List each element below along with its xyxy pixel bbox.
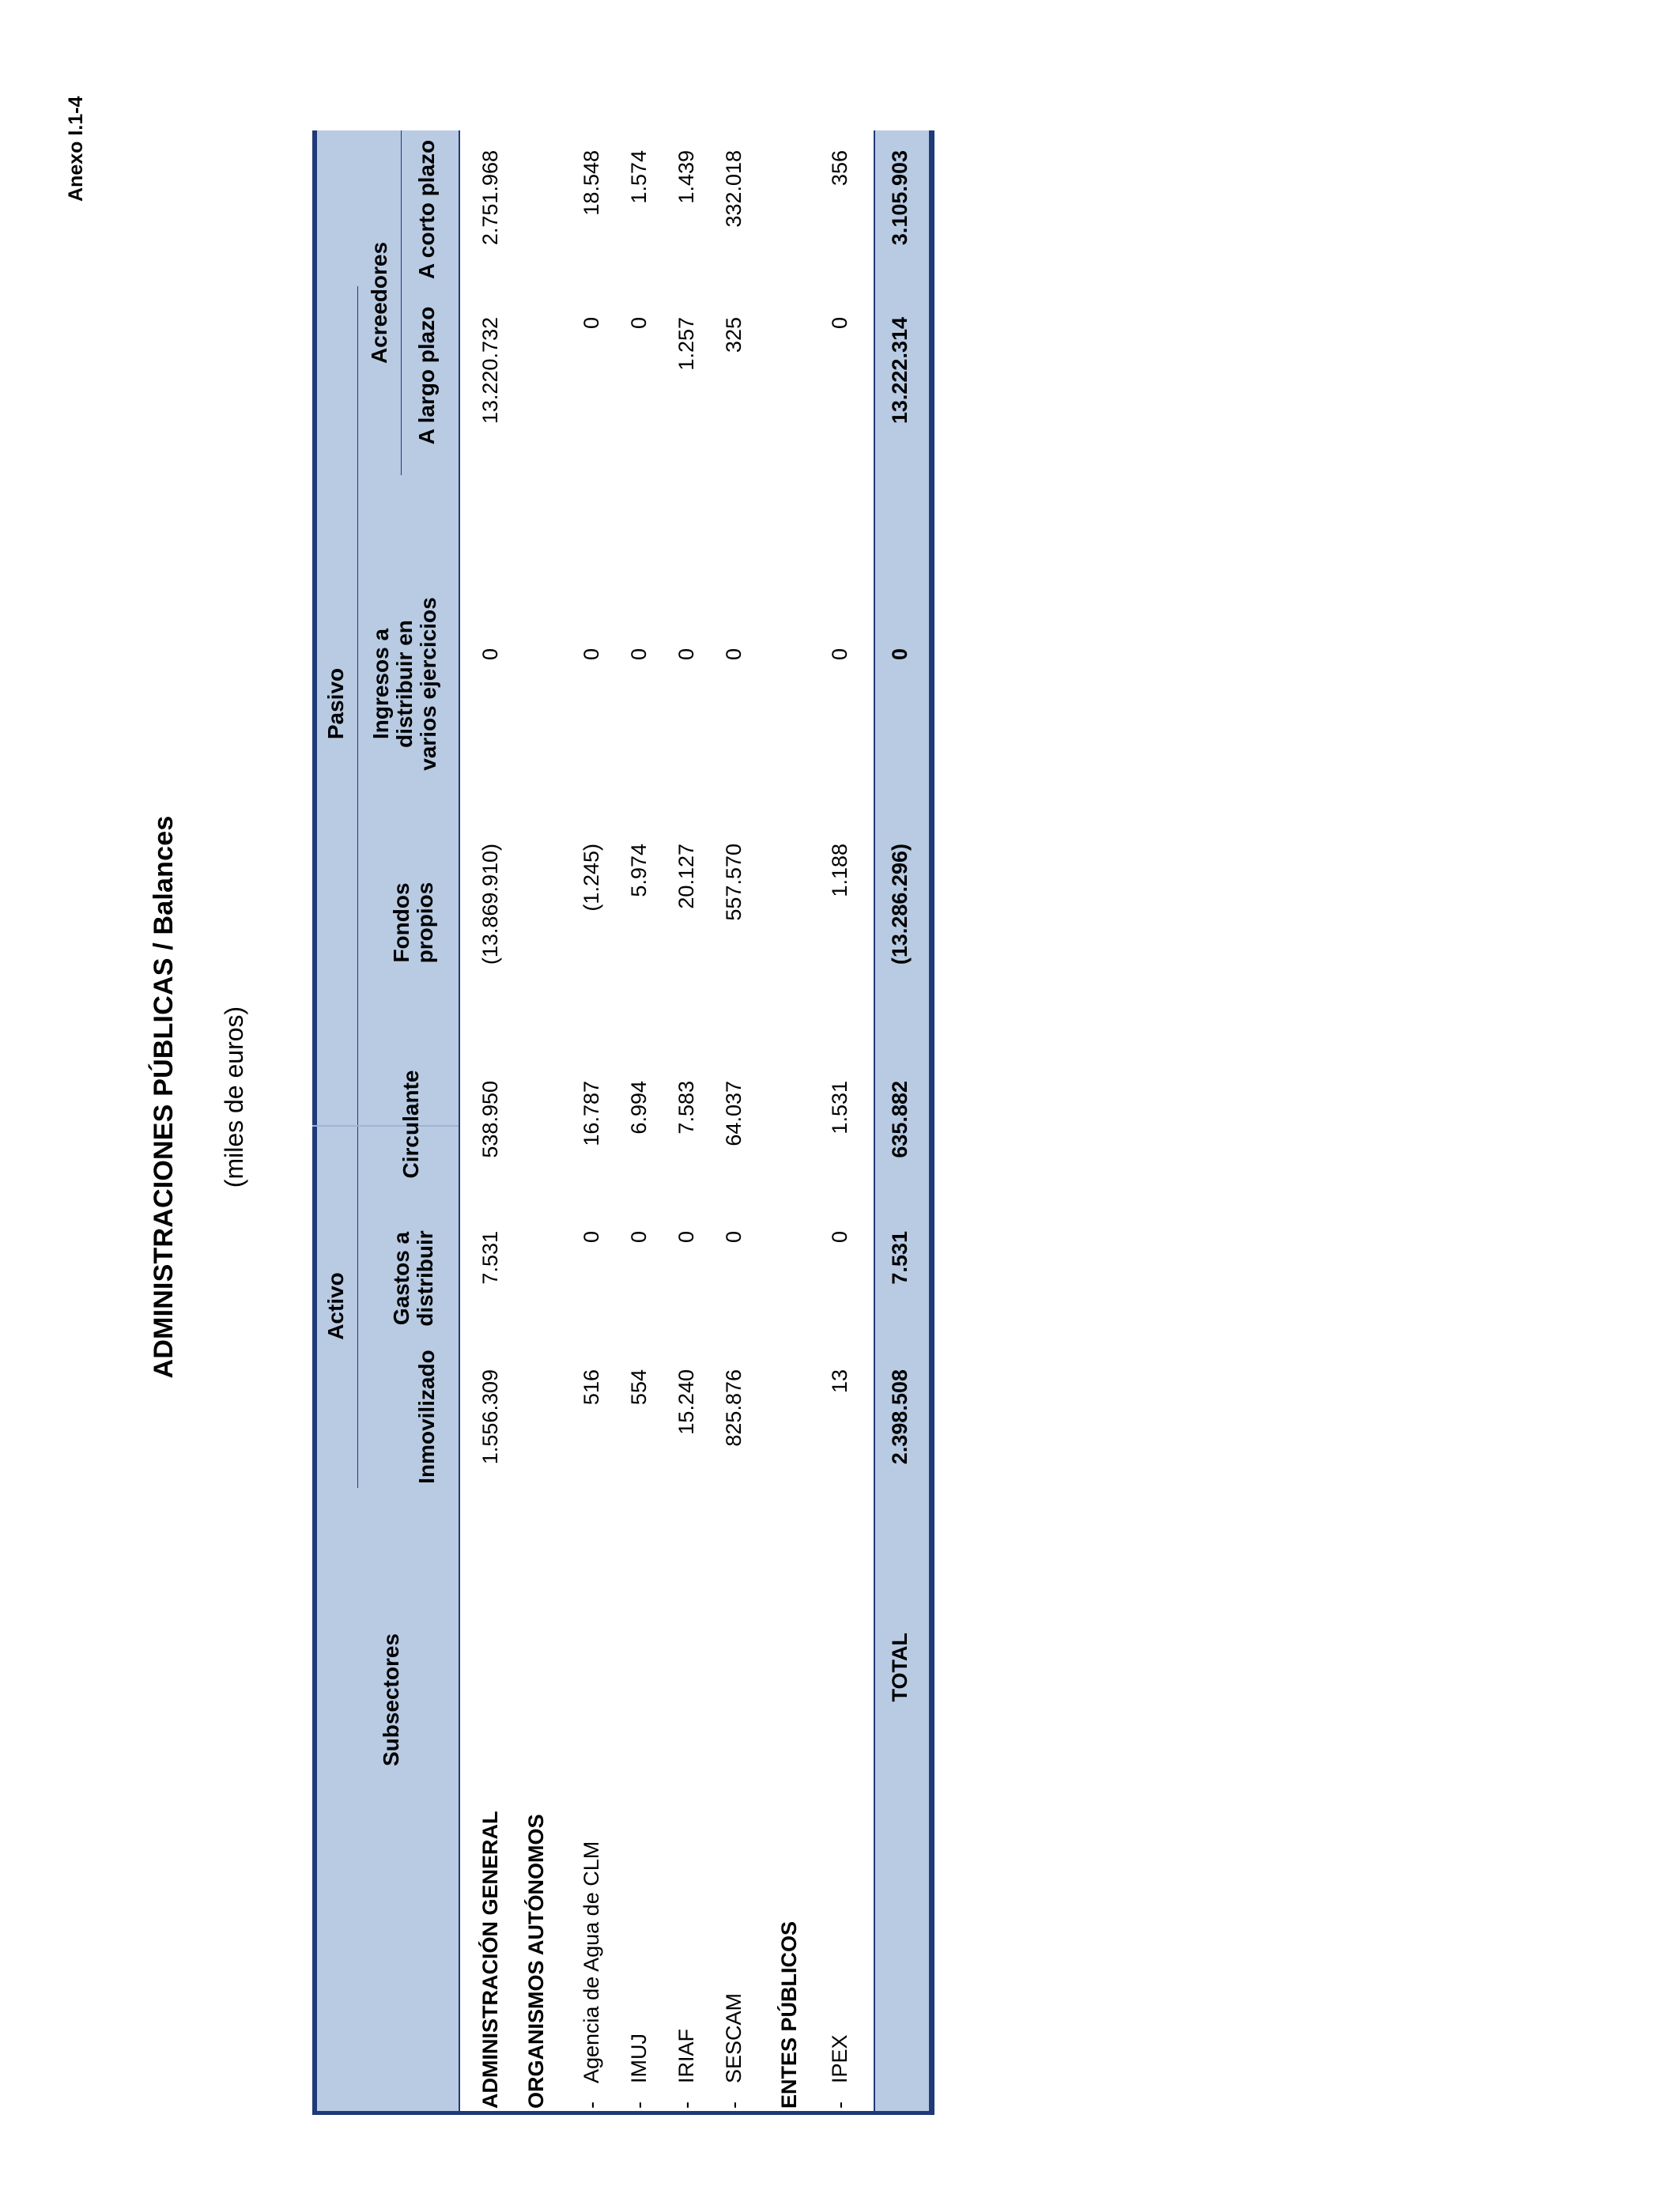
header-gastos-line2: distribuir xyxy=(413,1230,437,1327)
row-agencia-corto: 18.548 xyxy=(580,150,603,216)
row-sescam-fondos: 557.570 xyxy=(722,844,746,921)
row-imuj-fondos: 5.974 xyxy=(627,844,651,897)
row-total-inmovilizado: 2.398.508 xyxy=(888,1369,912,1465)
header-gastos-line1: Gastos a xyxy=(389,1231,413,1326)
row-imuj-ingresos: 0 xyxy=(627,648,651,661)
header-pasivo: Pasivo xyxy=(323,667,348,740)
header-ingresos-line3: varios ejercicios xyxy=(416,597,440,771)
row-admin-general-circulante: 538.950 xyxy=(478,1081,502,1158)
row-sescam-circulante: 64.037 xyxy=(722,1081,746,1146)
header-activo: Activo xyxy=(323,1272,348,1340)
row-agencia-label: Agencia de Agua de CLM xyxy=(580,1841,603,2083)
row-ipex-label: IPEX xyxy=(828,2034,851,2083)
row-admin-general-corto: 2.751.968 xyxy=(478,150,502,246)
row-iriaf-gastos: 0 xyxy=(674,1231,698,1244)
row-total-circulante: 635.882 xyxy=(888,1081,912,1158)
section-entes-label: ENTES PÚBLICOS xyxy=(777,1920,801,2109)
row-sescam-label: SESCAM xyxy=(722,1992,746,2083)
row-ipex-dash: - xyxy=(828,2101,851,2109)
total-top-rule xyxy=(874,130,875,2115)
row-total-label: TOTAL xyxy=(888,1633,912,1702)
row-agencia-inmovilizado: 516 xyxy=(580,1369,603,1406)
table-bottom-rule xyxy=(929,130,934,2115)
row-sescam-ingresos: 0 xyxy=(722,648,746,661)
row-imuj-corto: 1.574 xyxy=(627,150,651,204)
row-iriaf-label: IRIAF xyxy=(674,2028,698,2083)
row-admin-general-gastos: 7.531 xyxy=(478,1231,502,1285)
row-imuj-largo: 0 xyxy=(627,317,651,330)
row-admin-general-fondos: (13.869.910) xyxy=(478,844,502,965)
row-admin-general-largo: 13.220.732 xyxy=(478,317,502,425)
row-agencia-ingresos: 0 xyxy=(580,648,603,661)
activo-pasivo-group-rule xyxy=(357,286,358,1488)
header-ingresos-line1: Ingresos a xyxy=(368,628,393,740)
row-total-ingresos: 0 xyxy=(888,648,912,661)
row-ipex-ingresos: 0 xyxy=(828,648,851,661)
row-agencia-dash: - xyxy=(580,2101,603,2109)
row-iriaf-ingresos: 0 xyxy=(674,648,698,661)
row-ipex-circulante: 1.531 xyxy=(828,1081,851,1135)
balances-table xyxy=(312,130,934,2115)
row-iriaf-corto: 1.439 xyxy=(674,150,698,204)
row-ipex-largo: 0 xyxy=(828,317,851,330)
row-sescam-corto: 332.018 xyxy=(722,150,746,228)
page-title: ADMINISTRACIONES PÚBLICAS / Balances xyxy=(149,815,179,1379)
row-agencia-largo: 0 xyxy=(580,317,603,330)
row-sescam-largo: 325 xyxy=(722,317,746,353)
row-imuj-label: IMUJ xyxy=(627,2034,651,2083)
page-subtitle: (miles de euros) xyxy=(220,1006,248,1188)
row-imuj-dash: - xyxy=(627,2101,651,2109)
row-iriaf-circulante: 7.583 xyxy=(674,1081,698,1135)
row-total-fondos: (13.286.296) xyxy=(888,844,912,965)
row-imuj-circulante: 6.994 xyxy=(627,1081,651,1135)
row-admin-general-inmovilizado: 1.556.309 xyxy=(478,1369,502,1465)
header-inmovilizado: Inmovilizado xyxy=(414,1350,439,1484)
header-fondos-propios xyxy=(390,836,437,1010)
row-total-gastos: 7.531 xyxy=(888,1231,912,1285)
header-corto-plazo: A corto plazo xyxy=(414,139,439,280)
row-imuj-gastos: 0 xyxy=(627,1231,651,1244)
row-imuj-inmovilizado: 554 xyxy=(627,1369,651,1406)
row-agencia-fondos: (1.245) xyxy=(580,844,603,912)
header-subsectores: Subsectores xyxy=(379,1633,403,1767)
row-ipex-fondos: 1.188 xyxy=(828,844,851,897)
header-circulante: Circulante xyxy=(398,1070,423,1179)
row-iriaf-largo: 1.257 xyxy=(674,317,698,371)
row-admin-general-label: ADMINISTRACIÓN GENERAL xyxy=(478,1811,502,2109)
table-top-rule xyxy=(312,130,317,2115)
row-admin-general-ingresos: 0 xyxy=(478,648,502,661)
header-bottom-rule xyxy=(459,130,460,2115)
row-sescam-gastos: 0 xyxy=(722,1231,746,1244)
section-organismos-label: ORGANISMOS AUTÓNOMOS xyxy=(524,1814,548,2109)
row-sescam-inmovilizado: 825.876 xyxy=(722,1369,746,1447)
row-ipex-corto: 356 xyxy=(828,150,851,187)
header-ingresos-line2: distribuir en xyxy=(392,620,417,748)
row-iriaf-fondos: 20.127 xyxy=(674,844,698,909)
row-ipex-inmovilizado: 13 xyxy=(828,1369,851,1394)
row-ipex-gastos: 0 xyxy=(828,1231,851,1244)
row-iriaf-dash: - xyxy=(674,2101,698,2109)
header-gastos-distribuir xyxy=(390,1211,437,1346)
acreedores-group-rule xyxy=(401,130,402,475)
header-fondos-line1: Fondos xyxy=(389,882,413,963)
row-agencia-circulante: 16.787 xyxy=(580,1081,603,1146)
table-left-rule xyxy=(312,2111,934,2115)
row-sescam-dash: - xyxy=(722,2101,746,2109)
annex-label: Anexo I.1-4 xyxy=(65,96,87,202)
header-fondos-line2: propios xyxy=(413,882,437,964)
row-iriaf-inmovilizado: 15.240 xyxy=(674,1369,698,1435)
row-agencia-gastos: 0 xyxy=(580,1231,603,1244)
header-largo-plazo: A largo plazo xyxy=(414,306,439,445)
header-acreedores: Acreedores xyxy=(367,241,391,364)
row-total-corto: 3.105.903 xyxy=(888,150,912,246)
header-ingresos-distribuir xyxy=(369,573,440,795)
row-total-largo: 13.222.314 xyxy=(888,317,912,425)
